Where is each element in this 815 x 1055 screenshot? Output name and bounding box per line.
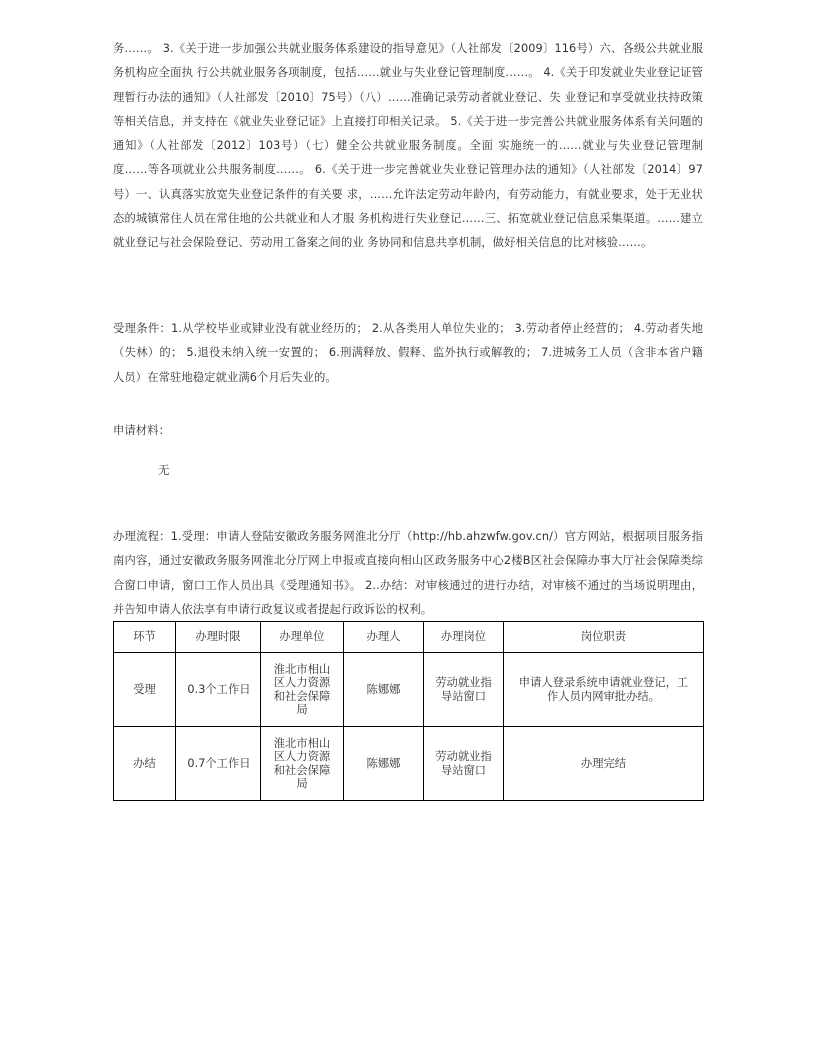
- cell-person: 陈娜娜: [344, 727, 424, 801]
- header-unit: 办理单位: [261, 622, 344, 653]
- process-table: [113, 621, 704, 801]
- process-paragraph: 办理流程：1.受理：申请人登陆安徽政务服务网淮北分厅（http://hb.ahzwfw.gov.cn/）官方网站，根据项目服务指南内容，通过安徽政务服务网淮北分厅网上申报或直接向相山区政务服务中心2楼B区社会保障办事大厅社会保障类综合窗口申请，窗口工作人员出具《受理通知书》。 2..办结：对审核通过的进行办结，对审核不通过的当场说明理由，并告知申请人依法享有申请行政复议或者提起行政诉讼的权利。: [113, 530, 703, 616]
- cell-unit: 淮北市相山区人力资源和社会保障局: [261, 653, 344, 727]
- header-post: 办理岗位: [424, 622, 504, 653]
- header-time-limit: 办理时限: [176, 622, 261, 653]
- cell-person: 陈娜娜: [344, 653, 424, 727]
- cell-stage: 受理: [114, 653, 176, 727]
- cell-time-limit: 0.3个工作日: [176, 653, 261, 727]
- materials-value: 无: [158, 463, 170, 477]
- table-header-row: [114, 622, 704, 653]
- cell-stage: 办结: [114, 727, 176, 801]
- cell-post: 劳动就业指导站窗口: [424, 727, 504, 801]
- cell-time-limit: 0.7个工作日: [176, 727, 261, 801]
- header-duty: 岗位职责: [504, 622, 704, 653]
- table-row: [114, 653, 704, 727]
- legal-basis-paragraph: 务……。 3.《关于进一步加强公共就业服务体系建设的指导意见》（人社部发〔2009〕116号）六、各级公共就业服务机构应全面执 行公共就业服务各项制度，包括……就业与失业登记管理制度……。 4.《关于印发就业失业登记证管理暂行办法的通知》（人社部发〔2010〕75号）（八）……准确记录劳动者就业登记、失 业登记和享受就业扶持政策等相关信息，并支持在《就业失业登记证》上直接打印相关记录。 5.《关于进一步完善公共就业服务体系有关问题的通知》（人社部发〔2012〕103号）（七）健全公共就业服务制度。全面 实施统一的……就业与失业登记管理制度……等各项就业公共服务制度……。 6.《关于进一步完善就业失业登记管理办法的通知》（人社部发〔2014〕97号）一、认真落实放宽失业登记条件的有关要 求，……允许法定劳动年龄内，有劳动能力，有就业要求，处于无业状态的城镇常住人员在常住地的公共就业和人才服 务机构进行失业登记……三、拓宽就业登记信息采集渠道。……建立就业登记与社会保险登记、劳动用工备案之间的业 务协同和信息共享机制，做好相关信息的比对核验……。: [113, 42, 703, 250]
- materials-label: 申请材料：: [113, 424, 170, 437]
- table-row: [114, 727, 704, 801]
- header-person: 办理人: [344, 622, 424, 653]
- cell-duty: 办理完结: [504, 727, 704, 801]
- acceptance-conditions-paragraph: 受理条件：1.从学校毕业或肄业没有就业经历的； 2.从各类用人单位失业的； 3.劳动者停止经营的； 4.劳动者失地（失林）的； 5.退役未纳入统一安置的； 6.刑满释放、假释、监外执行或解教的； 7.进城务工人员（含非本省户籍人员）在常驻地稳定就业满6个月后失业的。: [113, 322, 703, 384]
- header-stage: 环节: [114, 622, 176, 653]
- cell-duty: 申请人登录系统申请就业登记，工作人员内网审批办结。: [504, 653, 704, 727]
- cell-unit: 淮北市相山区人力资源和社会保障局: [261, 727, 344, 801]
- cell-post: 劳动就业指导站窗口: [424, 653, 504, 727]
